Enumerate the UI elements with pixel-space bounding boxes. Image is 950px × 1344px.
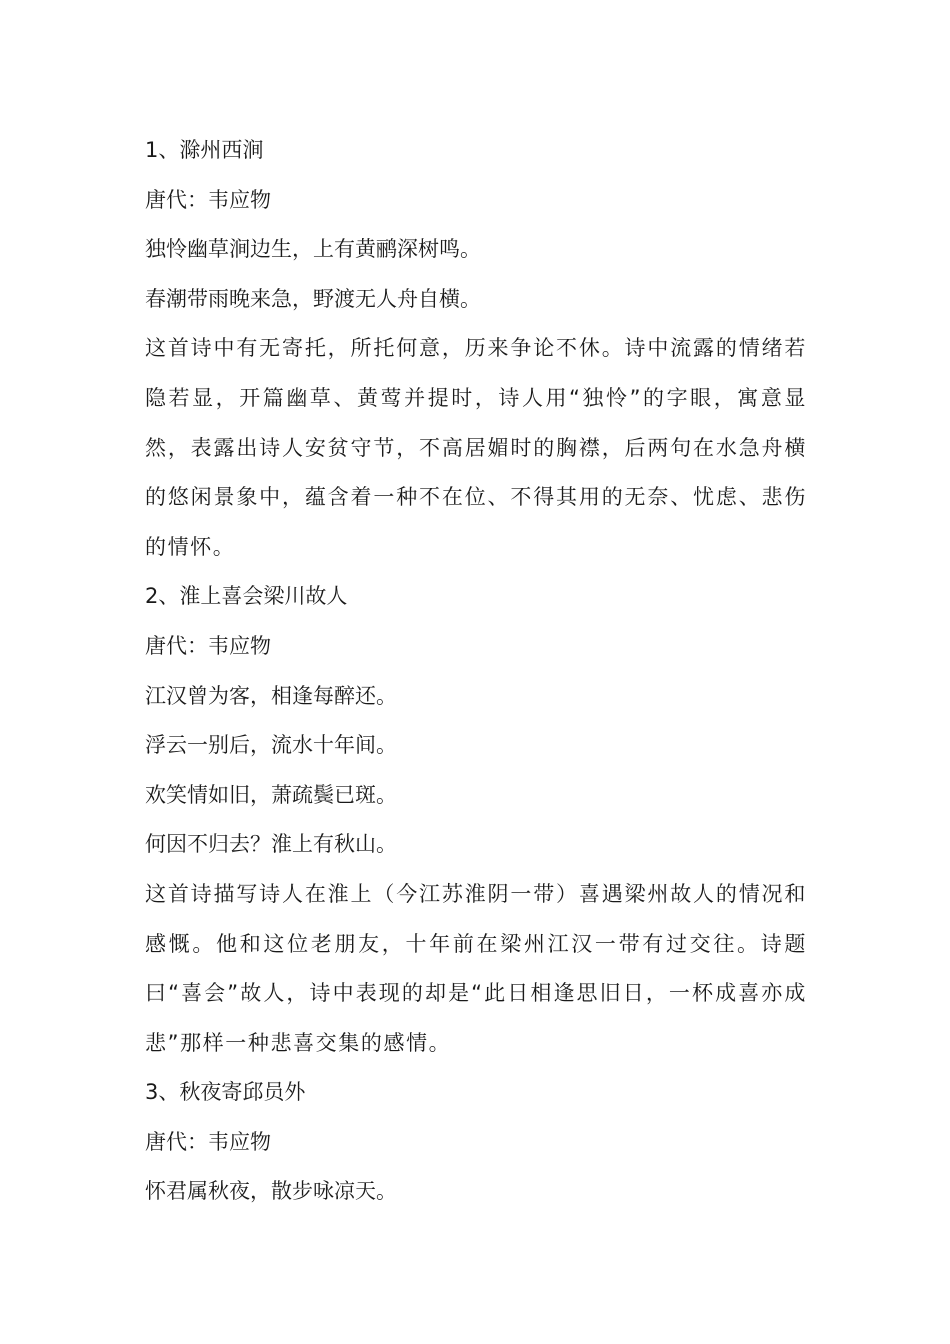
poem-line: 何因不归去？淮上有秋山。 bbox=[145, 832, 397, 857]
poem-line: 怀君属秋夜，散步咏凉天。 bbox=[145, 1179, 397, 1204]
poem-title: 2、淮上喜会梁川故人 bbox=[145, 584, 348, 609]
poem-title: 1、滁州西涧 bbox=[145, 138, 264, 162]
document-body bbox=[145, 126, 807, 1217]
poem-author: 唐代：韦应物 bbox=[145, 187, 271, 212]
poem-line: 欢笑情如旧，萧疏鬓已斑。 bbox=[145, 782, 397, 807]
poem-section-1 bbox=[145, 126, 807, 572]
poem-commentary: 这首诗描写诗人在淮上（今江苏淮阴一带）喜遇梁州故人的情况和感慨。他和这位老朋友，十年前在梁州江汉一带有过交往。诗题曰“喜会”故人，诗中表现的却是“此日相逢思旧日，一杯成喜亦成悲”那样一种悲喜交集的感情。 bbox=[145, 881, 807, 1055]
poem-line: 独怜幽草涧边生，上有黄鹂深树鸣。 bbox=[145, 237, 481, 262]
poem-line: 春潮带雨晚来急，野渡无人舟自横。 bbox=[145, 286, 481, 311]
poem-commentary: 这首诗中有无寄托，所托何意，历来争论不休。诗中流露的情绪若隐若显，开篇幽草、黄莺并提时，诗人用“独怜”的字眼，寓意显然，表露出诗人安贫守节，不高居媚时的胸襟，后两句在水急舟横的悠闲景象中，蕴含着一种不在位、不得其用的无奈、忧虑、悲伤的情怀。 bbox=[145, 336, 807, 559]
poem-section-3 bbox=[145, 1068, 807, 1217]
poem-section-2 bbox=[145, 572, 807, 1068]
poem-line: 江汉曾为客，相逢每醉还。 bbox=[145, 683, 397, 708]
poem-author: 唐代：韦应物 bbox=[145, 1129, 271, 1154]
poem-title: 3、秋夜寄邱员外 bbox=[145, 1080, 306, 1105]
poem-author: 唐代：韦应物 bbox=[145, 633, 271, 658]
poem-line: 浮云一别后，流水十年间。 bbox=[145, 733, 397, 758]
